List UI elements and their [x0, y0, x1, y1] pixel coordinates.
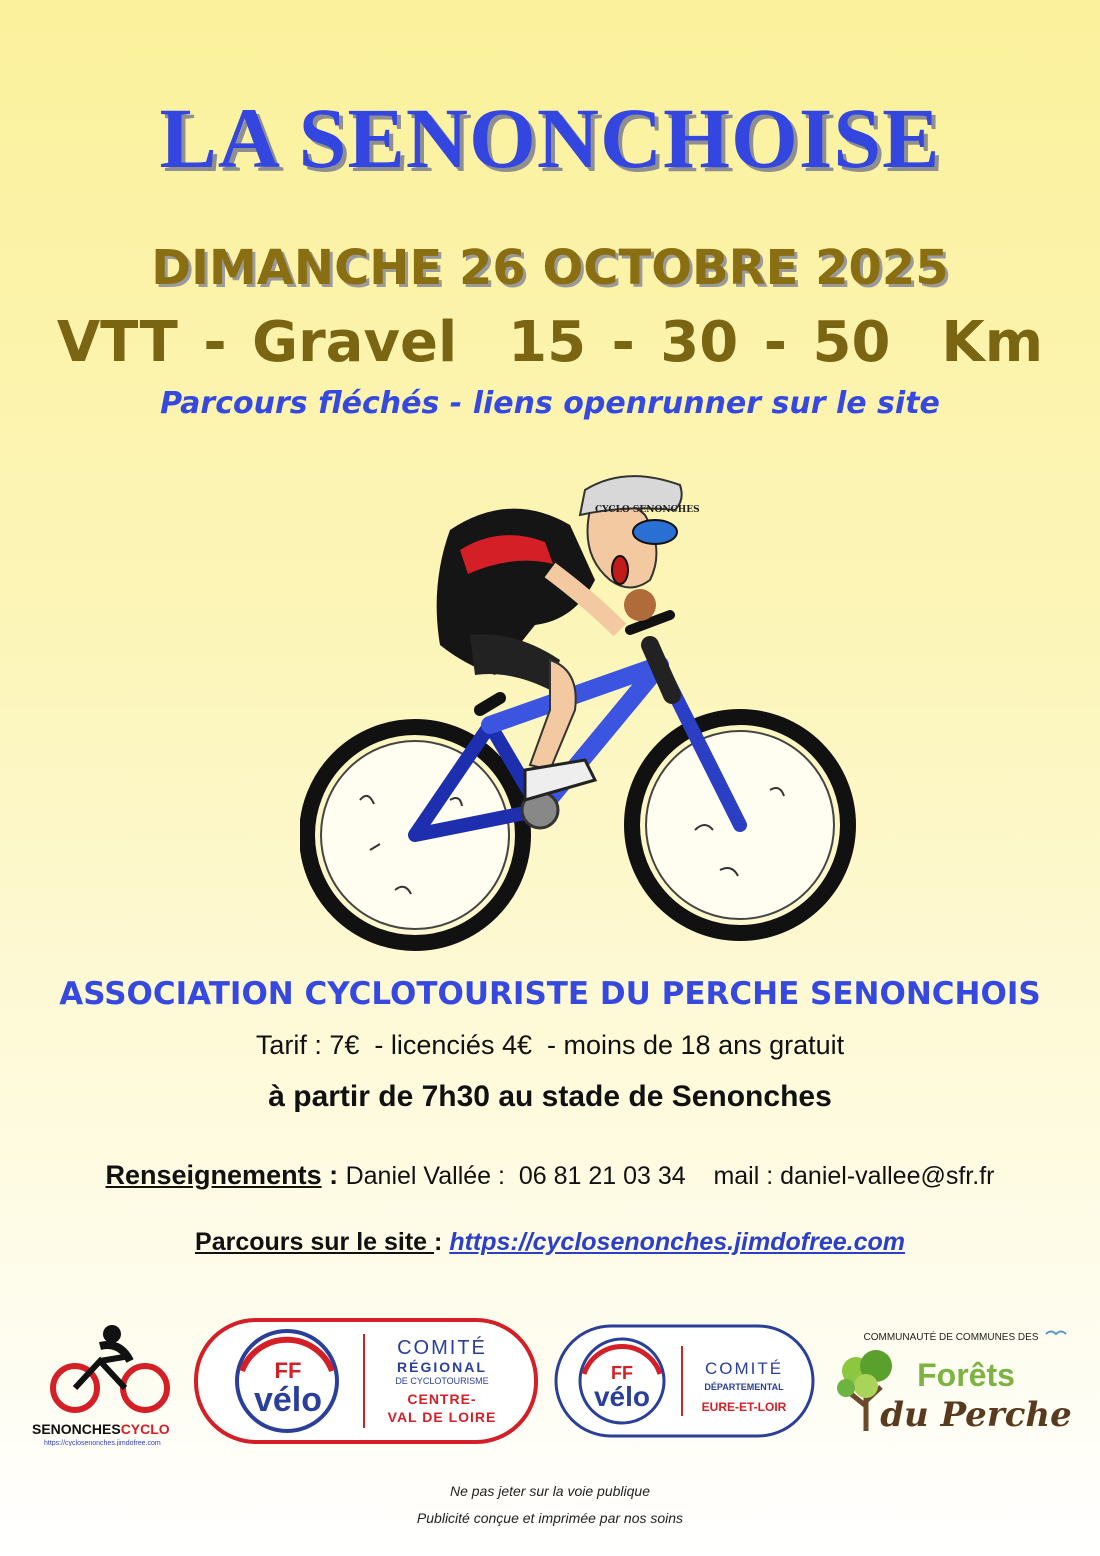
regional-line5: VAL DE LOIRE: [387, 1409, 497, 1425]
site-label: Parcours sur le site: [195, 1228, 435, 1256]
site-info: [0, 1228, 1100, 1257]
regional-line4: CENTRE-: [407, 1391, 477, 1407]
tarif-text: Tarif : 7€ - licenciés 4€ - moins de 18 ans gratuit: [255, 1030, 845, 1060]
regional-line2: RÉGIONAL: [397, 1359, 487, 1375]
ffvelo-regional-logo: [192, 1316, 540, 1446]
forets-line3: du Perche: [880, 1395, 1072, 1435]
contact-separator: :: [321, 1160, 346, 1190]
contact-label: Renseignements: [105, 1160, 322, 1190]
ff-text: FF: [611, 1363, 633, 1383]
forets-du-perche-logo: [826, 1316, 1076, 1446]
regional-line1: COMITÉ: [397, 1337, 487, 1359]
footer-note-1: Ne pas jeter sur la voie publique: [449, 1483, 650, 1499]
contact-info: [0, 1160, 1100, 1191]
event-date: DIMANCHE 26 OCTOBRE 2025: [151, 240, 949, 296]
association-name: ASSOCIATION CYCLOTOURISTE DU PERCHE SENONCHOIS: [59, 976, 1041, 1012]
senonches-name: SENONCHESCYCLO: [32, 1421, 170, 1437]
senonches-url: https://cyclosenonches.jimdofree.com: [44, 1440, 161, 1446]
velo-text: vélo: [253, 1381, 323, 1419]
regional-line3: DE CYCLOTOURISME: [395, 1376, 489, 1386]
start-info: à partir de 7h30 au stade de Senonches: [268, 1080, 832, 1113]
dept-line2: DÉPARTEMENTAL: [704, 1382, 784, 1392]
ffvelo-departemental-logo: [552, 1316, 817, 1446]
helmet-text: CYCLO SENONCHES: [595, 505, 700, 515]
senonches-cyclo-logo: [30, 1316, 190, 1446]
event-distances: VTT - Gravel 15 - 30 - 50 Km: [56, 310, 1044, 375]
dept-line1: COMITÉ: [704, 1359, 784, 1378]
dept-line3: EURE-ET-LOIR: [701, 1400, 787, 1414]
event-title: LA SENONCHOISE: [159, 90, 941, 186]
routes-note: Parcours fléchés - liens openrunner sur le site: [160, 386, 940, 421]
forets-line2: Forêts: [917, 1357, 1015, 1393]
footer-note-2: Publicité conçue et imprimée par nos soins: [416, 1510, 684, 1526]
forets-line1: COMMUNAUTÉ DE COMMUNES DES: [863, 1332, 1039, 1343]
contact-details: Daniel Vallée : 06 81 21 03 34 mail : daniel-vallee@sfr.fr: [345, 1162, 995, 1190]
cyclist-illustration: [300, 470, 860, 960]
velo-text: vélo: [593, 1381, 651, 1412]
ff-text: FF: [274, 1358, 302, 1383]
site-link[interactable]: https://cyclosenonches.jimdofree.com: [449, 1228, 905, 1256]
site-separator: :: [434, 1228, 450, 1256]
